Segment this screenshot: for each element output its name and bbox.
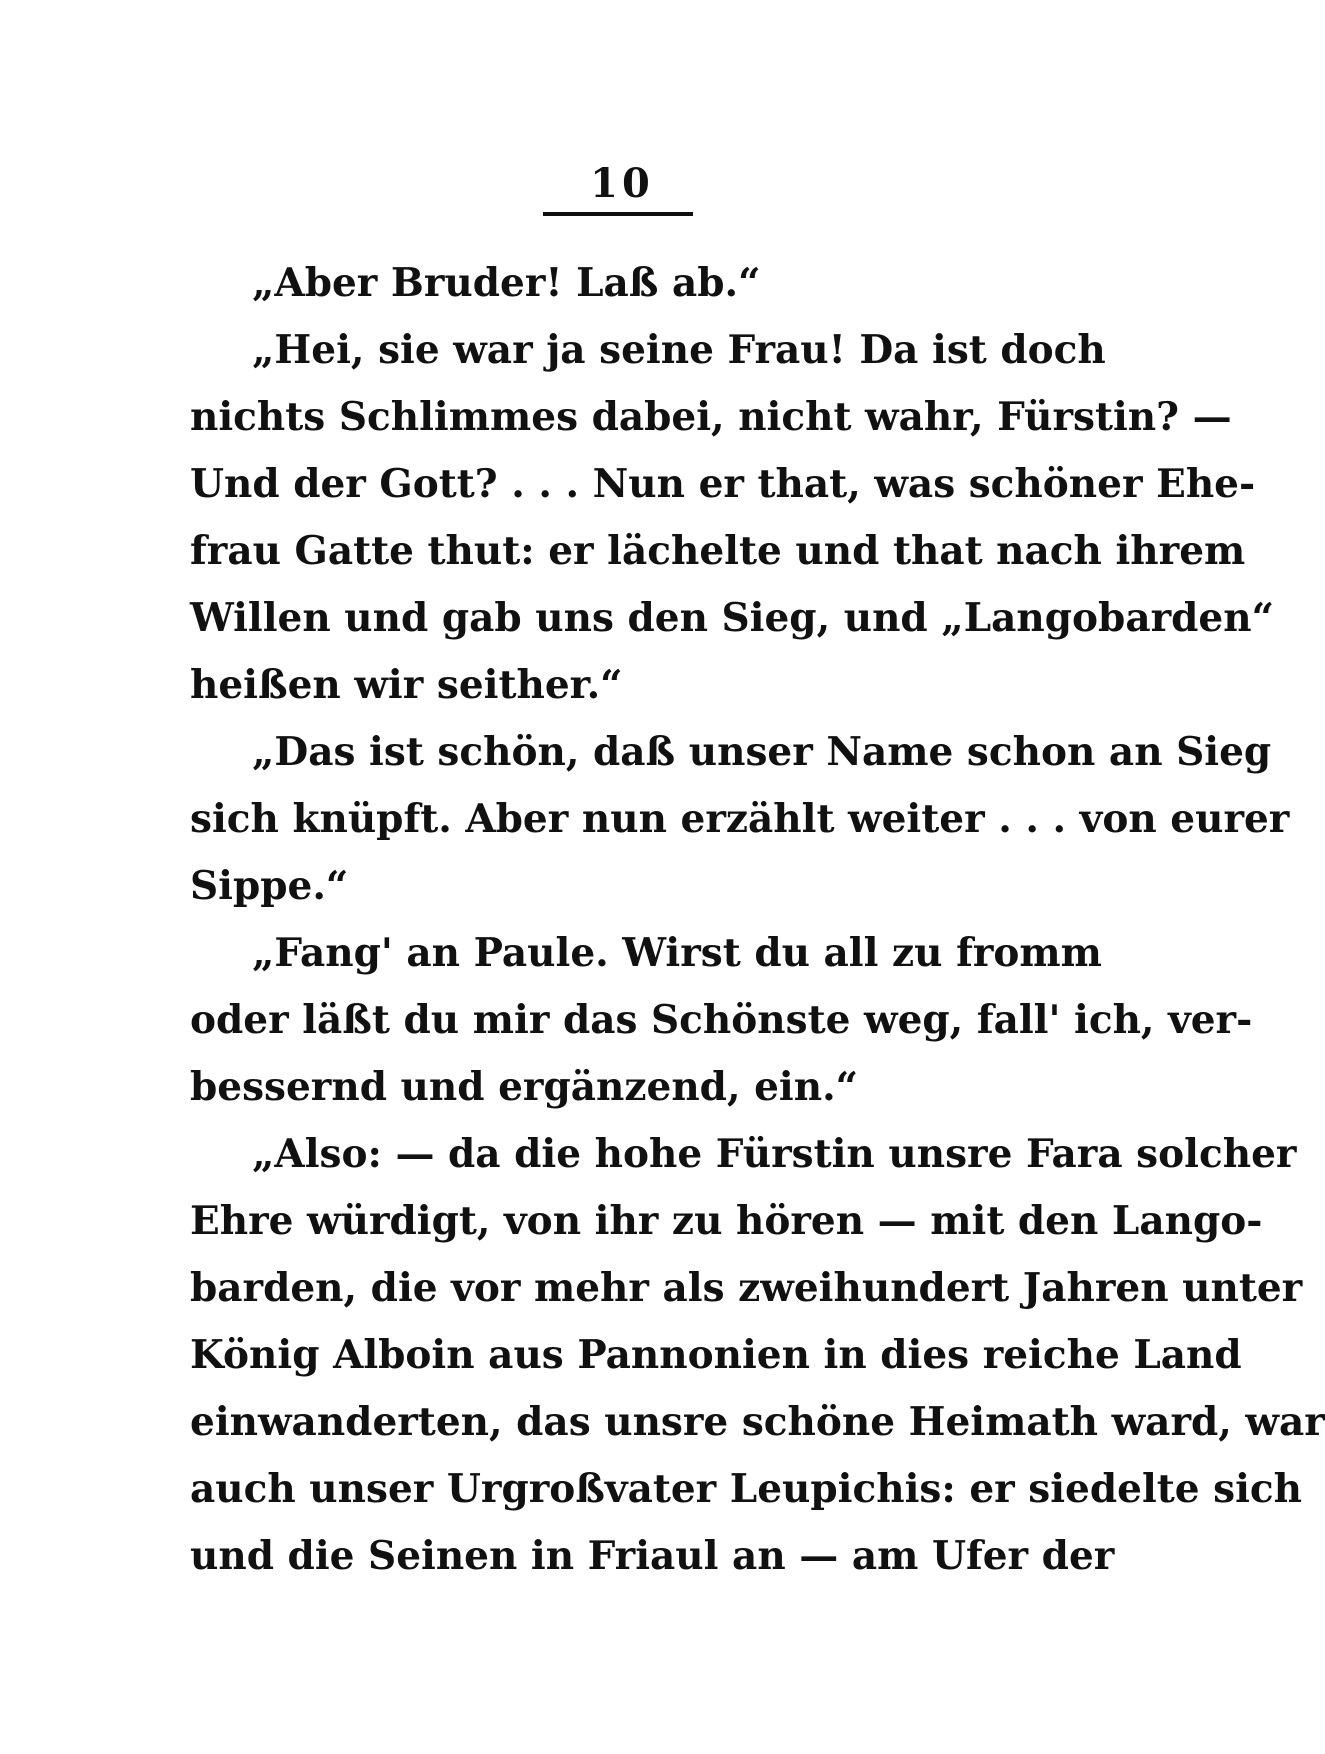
page-number: 10 (590, 160, 654, 207)
text-line: nichts Schlimmes dabei, nicht wahr, Fürstin? — (190, 394, 1232, 440)
text-line: barden, die vor mehr als zweihundert Jahren unter (190, 1265, 1303, 1311)
text-line: bessernd und ergänzend, ein.“ (190, 1064, 859, 1110)
body-text (190, 250, 1325, 1590)
text-line: Sippe.“ (190, 863, 349, 909)
text-line: „Fang' an Paule. Wirst du all zu fromm (252, 930, 1102, 976)
text-line: Und der Gott? . . . Nun er that, was schöner Ehe- (190, 461, 1256, 507)
text-line: „Also: — da die hohe Fürstin unsre Fara solcher (252, 1131, 1297, 1177)
text-line: heißen wir seither.“ (190, 662, 623, 708)
text-line: Willen und gab uns den Sieg, und „Langobarden“ (190, 595, 1275, 641)
text-line: „Hei, sie war ja seine Frau! Da ist doch (252, 327, 1106, 373)
text-line: sich knüpft. Aber nun erzählt weiter . . . von eurer (190, 796, 1290, 842)
text-line: oder läßt du mir das Schönste weg, fall' ich, ver- (190, 997, 1253, 1043)
text-line: und die Seinen in Friaul an — am Ufer der (190, 1533, 1115, 1579)
text-line: König Alboin aus Pannonien in dies reiche Land (190, 1332, 1242, 1378)
text-line: „Das ist schön, daß unser Name schon an Sieg (252, 729, 1272, 775)
text-line: „Aber Bruder! Laß ab.“ (252, 260, 761, 306)
text-line: auch unser Urgroßvater Leupichis: er siedelte sich (190, 1466, 1303, 1512)
text-line: einwanderten, das unsre schöne Heimath ward, war (190, 1399, 1325, 1445)
text-line: Ehre würdigt, von ihr zu hören — mit den Lango- (190, 1198, 1263, 1244)
header-rule (543, 212, 693, 216)
text-line: frau Gatte thut: er lächelte und that nach ihrem (190, 528, 1246, 574)
